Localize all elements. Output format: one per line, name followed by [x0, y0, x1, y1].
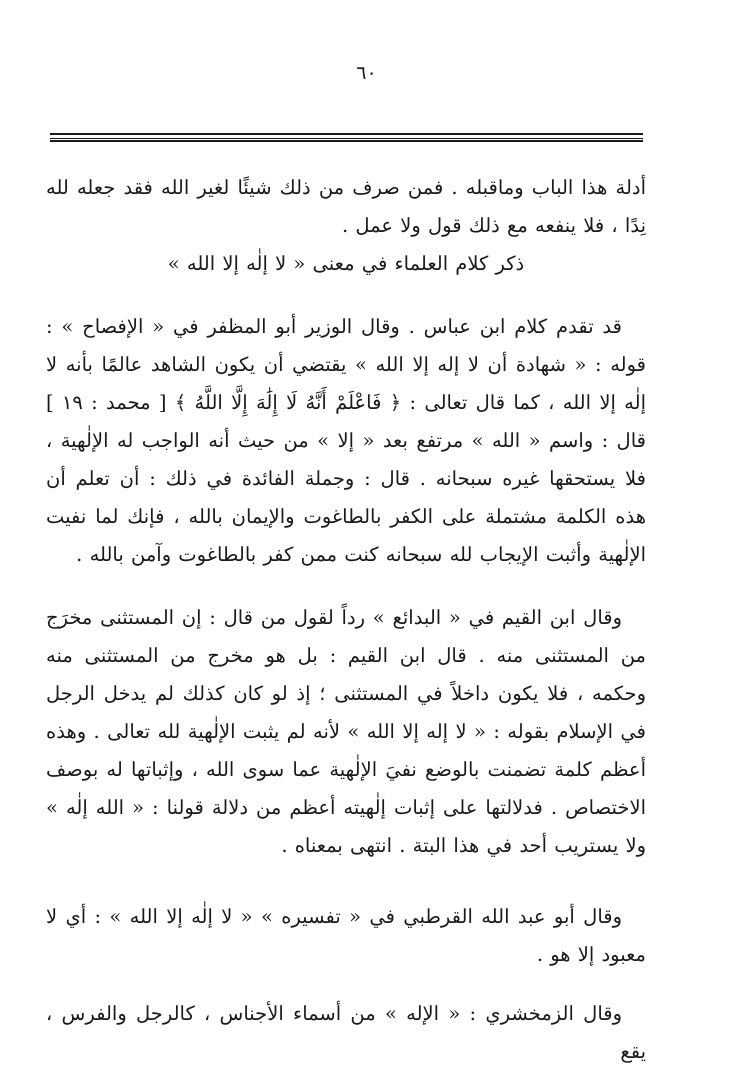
paragraph-text: وقال ابن القيم في « البدائع » رداً لقول من قال : إن المستثنى مخرَج من المستثنى منه . قال ابن القيم : بل هو مخرج من المستثنى منه وحكمه ، فلا يكون داخلاً في المستثنى ؛ إذ لو كان كذلك لم يدخل الرجل في الإسلام بقوله : « لا إله إلا الله » لأنه لم يثبت الإلٰهية لله تعالى . وهذه أعظم كلمة تضمنت بالوضع نفيَ الإلٰهية عما سوى الله ، وإثباتها له بوصف الاختصاص . فدلالتها على إثبات إلٰهيته أعظم من دلالة قولنا : « الله إلٰه » ولا يستريب أحد في هذا البتة . انتهى بمعناه .	[46, 606, 646, 857]
paragraph-text: قد تقدم كلام ابن عباس . وقال الوزير أبو المظفر في « الإفصاح » : قوله : « شهادة أن لا إله إلا الله » يقتضي أن يكون الشاهد عالمًا بأنه لا إلٰه إلا الله ، كما قال تعالى : ﴿ فَاعْلَمْ أَنَّهُ لَا إِلَٰهَ إِلَّا اللَّهُ ﴾ [ محمد : ١٩ ] قال : واسم « الله » مرتفع بعد « إلا » من حيث أنه الواجب له الإلٰهية ، فلا يستحقها غيره سبحانه . قال : وجملة الفائدة في ذلك : أن تعلم أن هذه الكلمة مشتملة على الكفر بالطاغوت والإيمان بالله ، فإنك لما نفيت الإلٰهية وأثبت الإيجاب لله سبحانه كنت ممن كفر بالطاغوت وآمن بالله .	[46, 315, 646, 566]
paragraph-qurtubi	[46, 898, 646, 974]
paragraph-ifsah	[46, 308, 646, 574]
section-heading-text: ذكر كلام العلماء في معنى « لا إلٰه إلا الله »	[167, 252, 525, 275]
section-heading	[46, 245, 646, 283]
paragraph-text: وقال أبو عبد الله القرطبي في « تفسيره » « لا إلٰه إلا الله » : أي لا معبود إلا هو .	[46, 905, 646, 966]
paragraph-zamakhshari	[46, 995, 646, 1071]
paragraph-opening	[46, 169, 646, 245]
paragraph-badai	[46, 599, 646, 865]
header-divider	[50, 133, 643, 142]
header-divider-inner-line	[50, 138, 643, 139]
paragraph-text: وقال الزمخشري : « الإله » من أسماء الأجناس ، كالرجل والفرس ، يقع	[46, 1002, 646, 1063]
paragraph-text: أدلة هذا الباب وماقبله . فمن صرف من ذلك شيئًا لغير الله فقد جعله لله نِدًا ، فلا ينفعه مع ذلك قول ولا عمل .	[46, 176, 646, 237]
page-number: ٦٠	[356, 62, 377, 84]
